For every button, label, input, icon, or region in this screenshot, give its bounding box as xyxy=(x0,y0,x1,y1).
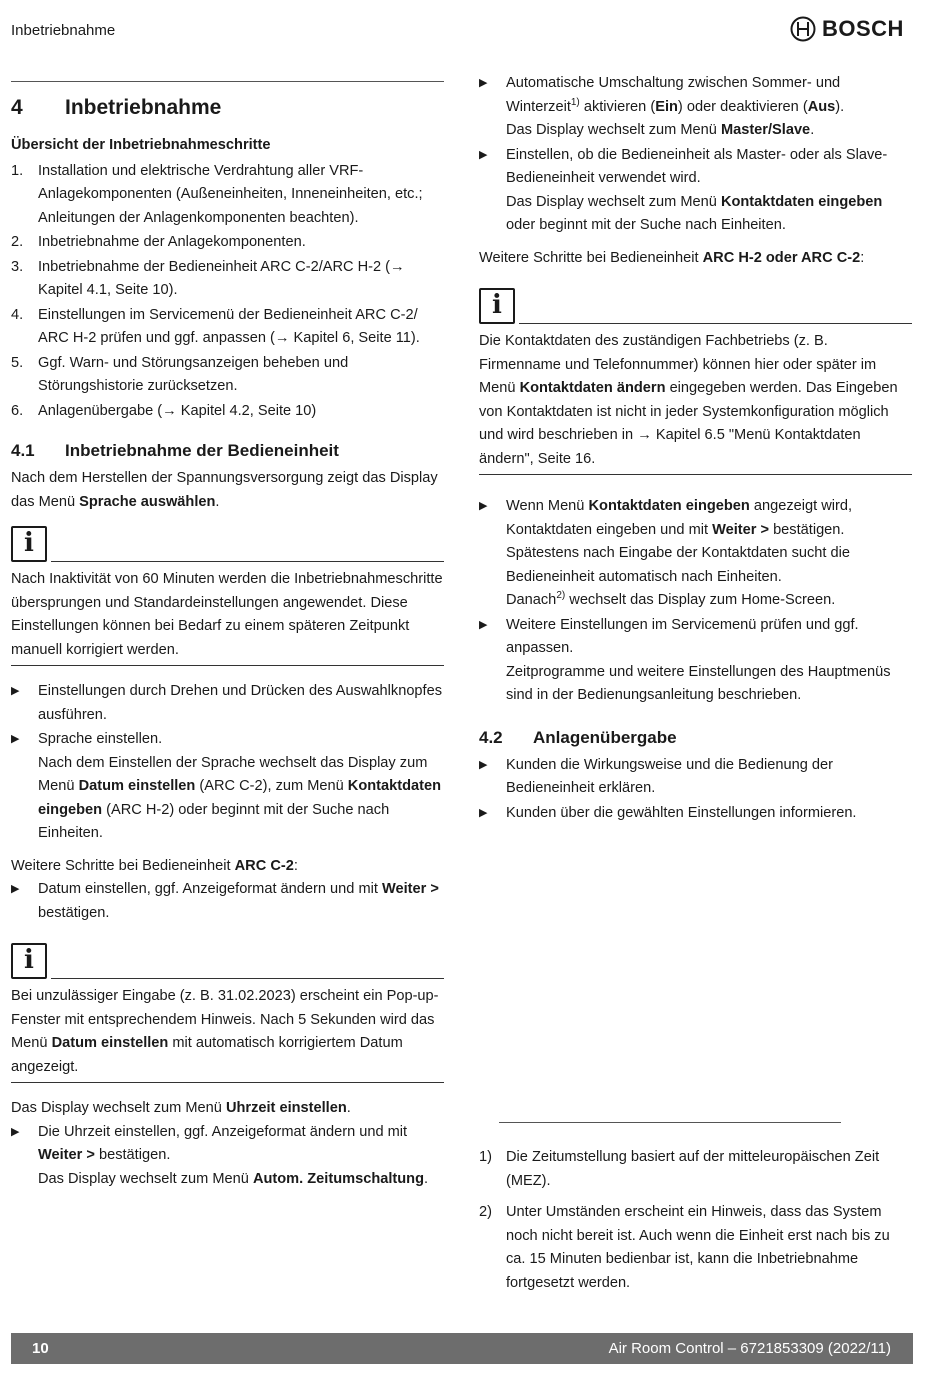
steps-list xyxy=(11,160,444,424)
page-number: 10 xyxy=(32,1339,49,1357)
document-id: Air Room Control – 6721853309 (2022/11) xyxy=(608,1339,891,1357)
info-text: Bei unzulässiger Eingabe (z. B. 31.02.2023) erscheint ein Pop-up-Fenster mit entsprechendem Hinweis. Nach 5 Sekunden wird das Menü Datum einstellen mit automatisch korrigiertem Datum angezeigt. xyxy=(11,988,439,1075)
section-4-2-heading xyxy=(479,726,912,750)
triangle-bullet-icon: ▶ xyxy=(479,806,488,819)
list-item: 3. Inbetriebnahme der Bedieneinheit ARC C-2/ARC H-2 (→ Kapitel 4.1, Seite 10). xyxy=(11,258,405,298)
triangle-bullet-icon: ▶ xyxy=(479,500,488,512)
bosch-logo xyxy=(790,16,904,42)
bosch-armature-icon xyxy=(790,16,816,42)
list-item: 5. Ggf. Warn- und Störungsanzeigen beheben und Störungshistorie zurücksetzen. xyxy=(11,354,349,394)
list-item: ▶ Die Uhrzeit einstellen, ggf. Anzeigeformat ändern und mit Weiter > bestätigen. Das Display wechselt zum Menü Autom. Zeitumschaltung. xyxy=(11,1121,444,1192)
time-menu-text: Das Display wechselt zum Menü Uhrzeit einstellen. xyxy=(11,1100,351,1116)
info-text: Nach Inaktivität von 60 Minuten werden die Inbetriebnahmeschritte übersprungen und Standardeinstellungen angewendet. Diese Einstellungen können bei Bedarf zu einem späteren Zeitpunkt manuell korrigiert werden. xyxy=(11,571,443,658)
instruction-list xyxy=(479,72,912,238)
triangle-bullet-icon: ▶ xyxy=(479,77,488,89)
instruction-list xyxy=(479,754,912,826)
running-header: Inbetriebnahme xyxy=(11,22,116,39)
triangle-bullet-icon: ▶ xyxy=(11,733,20,745)
list-item: ▶ Automatische Umschaltung zwischen Sommer- und Winterzeit$^{1)}$ aktivieren (Ein) oder deaktivieren (Aus). Das Display wechselt zum Menü Master/Slave. xyxy=(479,72,912,143)
triangle-bullet-icon: ▶ xyxy=(11,1125,20,1138)
further-steps-h2: Weitere Schritte bei Bedieneinheit ARC H-2 oder ARC C-2: xyxy=(479,249,865,266)
section-title: Inbetriebnahme der Bedieneinheit xyxy=(65,441,339,460)
page-footer xyxy=(11,1333,913,1364)
info-box xyxy=(11,943,444,1083)
triangle-bullet-icon: ▶ xyxy=(479,148,488,161)
info-box xyxy=(11,526,444,666)
info-icon: i xyxy=(11,526,47,562)
info-box xyxy=(479,288,912,475)
list-item: ▶ Datum einstellen, ggf. Anzeigeformat ändern und mit Weiter > bestätigen. xyxy=(11,878,444,925)
list-item: ▶ Weitere Einstellungen im Servicemenü prüfen und ggf. anpassen. Zeitprogramme und weitere Einstellungen des Hauptmenüs sind in der Bedienungsanleitung beschrieben. xyxy=(479,614,912,708)
list-item: ▶ Wenn Menü Kontaktdaten eingeben angezeigt wird, Kontaktdaten eingeben und mit Weiter > bestätigen. Spätestens nach Eingabe der Kontaktdaten sucht die Bedieneinheit automatisch nach Einheiten. Danach$^{2)}$ wechselt das Display zum Home-Screen. xyxy=(479,495,912,613)
triangle-bullet-icon: ▶ xyxy=(11,685,20,697)
instruction-list xyxy=(11,680,444,846)
logo-text: BOSCH xyxy=(822,16,904,42)
section-intro: Nach dem Herstellen der Spannungsversorgung zeigt das Display das Menü Sprache auswählen. xyxy=(11,470,438,510)
section-number: 4.1 xyxy=(11,441,35,460)
footnotes xyxy=(479,1146,912,1303)
footnote: 2) Unter Umständen erscheint ein Hinweis, dass das System noch nicht bereit ist. Auch wenn die Einheit erst nach bis zu ca. 15 Minuten bedienbar ist, kann die Inbetriebnahme fortgesetzt werden. xyxy=(479,1204,890,1291)
instruction-list xyxy=(479,495,912,708)
triangle-bullet-icon: ▶ xyxy=(11,883,20,895)
overview-heading: Übersicht der Inbetriebnahmeschritte xyxy=(11,137,271,153)
instruction-list xyxy=(11,1121,444,1192)
list-item: ▶ Einstellen, ob die Bedieneinheit als Master- oder als Slave-Bedieneinheit verwendet wird. Das Display wechselt zum Menü Kontaktdaten eingeben oder beginnt mit der Suche nach Einheiten. xyxy=(479,144,912,238)
info-icon: i xyxy=(11,943,47,979)
chapter-number: 4 xyxy=(11,96,23,119)
section-title: Anlagenübergabe xyxy=(533,727,677,747)
info-text: Die Kontaktdaten des zuständigen Fachbetriebs (z. B. Firmenname und Telefonnummer) können hier oder später im Menü Kontaktdaten ändern eingegeben werden. Das Eingeben von Kontaktdaten ist nicht in jeder Systemkonfiguration möglich und wird beschrieben in → Kapitel 6.5 "Menü Kontaktdaten ändern", Seite 16. xyxy=(479,333,898,467)
footnote: 1) Die Zeitumstellung basiert auf der mitteleuropäischen Zeit (MEZ). xyxy=(479,1149,880,1189)
section-number: 4.2 xyxy=(479,727,503,747)
chapter-title: Inbetriebnahme xyxy=(65,96,222,119)
list-item: 6. Anlagenübergabe (→ Kapitel 4.2, Seite 10) xyxy=(11,402,317,419)
list-item: 1. Installation und elektrische Verdrahtung aller VRF-Anlagekomponenten (Außeneinheiten, Inneneinheiten, etc.; Anleitungen der Anlagenkomponenten beachten). xyxy=(11,162,423,226)
triangle-bullet-icon: ▶ xyxy=(479,618,488,631)
triangle-bullet-icon: ▶ xyxy=(479,758,488,771)
further-steps-c2: Weitere Schritte bei Bedieneinheit ARC C-2: xyxy=(11,857,298,874)
list-item: ▶ Kunden über die gewählten Einstellungen informieren. xyxy=(479,802,912,826)
list-item: ▶ Sprache einstellen. Nach dem Einstellen der Sprache wechselt das Display zum Menü Datum einstellen (ARC C-2), zum Menü Kontaktdaten eingeben (ARC H-2) oder beginnt mit der Suche nach Einheiten. xyxy=(11,728,444,846)
right-column xyxy=(479,72,912,826)
info-icon: i xyxy=(479,288,515,324)
list-item: ▶ Kunden die Wirkungsweise und die Bedienung der Bedieneinheit erklären. xyxy=(479,754,912,801)
section-4-1-heading xyxy=(11,439,444,463)
list-item: 2. Inbetriebnahme der Anlagekomponenten. xyxy=(11,234,306,250)
left-column xyxy=(11,81,444,1192)
list-item: 4. Einstellungen im Servicemenü der Bedieneinheit ARC C-2/ ARC H-2 prüfen und ggf. anpassen (→ Kapitel 6, Seite 11). xyxy=(11,306,420,346)
chapter-heading xyxy=(11,94,444,122)
instruction-list xyxy=(11,878,444,925)
list-item: ▶ Einstellungen durch Drehen und Drücken des Auswahlknopfes ausführen. xyxy=(11,680,444,727)
footnote-separator xyxy=(499,1122,841,1123)
